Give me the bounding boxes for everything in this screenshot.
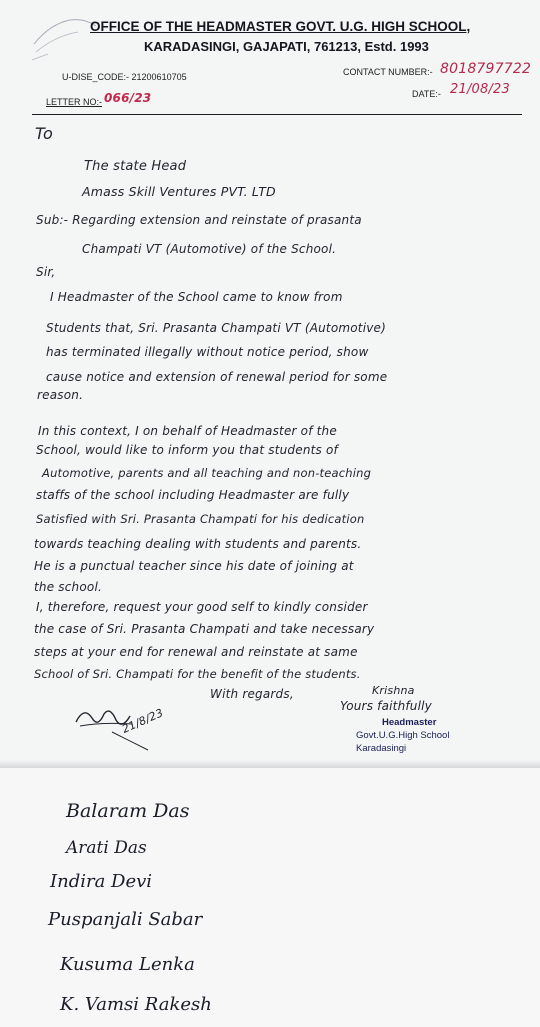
contact-label: CONTACT NUMBER:- [343,67,433,77]
signature-name: Indira Devi [50,871,153,892]
signature-name: K. Vamsi Rakesh [60,994,212,1015]
date-value: 21/08/23 [450,82,510,97]
signature-name: Arati Das [66,838,147,858]
salutation-to: To [35,124,53,143]
udise-row [62,72,187,82]
paragraph-1-line: has terminated illegally without notice period, show [46,345,369,359]
paragraph-2-line: He is a punctual teacher since his date of joining at [34,559,354,573]
paragraph-2-line: In this context, I on behalf of Headmaster of the [38,424,337,438]
letterhead-divider [32,114,522,115]
signatory-handwritten: Krishna [372,684,415,697]
paragraph-1-line: Students that, Sri. Prasanta Champati VT (Automotive) [46,321,387,335]
stamp-place: Karadasingi [356,743,407,754]
closing-faithfully: Yours faithfully [340,699,432,713]
stamp-title: Headmaster [382,717,437,728]
paragraph-2-line: towards teaching dealing with students and parents. [34,537,362,551]
letter-no-label: LETTER NO:- [46,97,103,107]
paragraph-1-line: cause notice and extension of renewal period for some [46,370,388,384]
stamp-school: Govt.U.G.High School [356,730,450,741]
recipient-line-2: Amass Skill Ventures PVT. LTD [82,184,276,199]
paragraph-2-line: staffs of the school including Headmaster are fully [36,488,350,502]
paragraph-2-line: Satisfied with Sri. Prasanta Champati for his dedication [36,512,365,526]
letter-no-value: 066/23 [104,91,152,105]
udise-code: 21200610705 [131,72,187,82]
paragraph-3-line: steps at your end for renewal and reinstate at same [34,645,358,659]
letterhead-address: KARADASINGI, GAJAPATI, 761213, Estd. 1993 [144,39,429,54]
subject-line-2: Champati VT (Automotive) of the School. [82,242,337,256]
paragraph-1-line: reason. [37,388,84,402]
paragraph-3-line: School of Sri. Champati for the benefit of the students. [34,667,361,681]
signature-name: Balaram Das [66,800,190,822]
paragraph-2-line: Automotive, parents and all teaching and non-teaching [42,466,372,480]
subject-line-1: Sub:- Regarding extension and reinstate of prasanta [36,213,362,227]
recipient-line-1: The state Head [84,159,187,174]
left-signature-date: 21/8/23 [120,706,166,736]
paragraph-2-line: School, would like to inform you that students of [36,443,338,457]
closing-regards: With regards, [210,687,294,701]
paragraph-2-line: the school. [34,580,102,594]
contact-number: 8018797722 [440,61,532,77]
signatures-sheet [0,768,540,1027]
paragraph-1-line: I Headmaster of the School came to know from [50,290,343,304]
udise-label: U-DISE_CODE:- [62,72,130,82]
letterhead-title: OFFICE OF THE HEADMASTER GOVT. U.G. HIGH SCHOOL, [90,19,471,34]
paragraph-3-line: the case of Sri. Prasanta Champati and take necessary [34,622,375,636]
signature-name: Puspanjali Sabar [48,909,203,930]
date-label: DATE:- [412,89,441,99]
paragraph-3-line: I, therefore, request your good self to kindly consider [36,600,368,614]
signature-name: Kusuma Lenka [60,954,195,975]
greeting: Sir, [36,265,56,279]
